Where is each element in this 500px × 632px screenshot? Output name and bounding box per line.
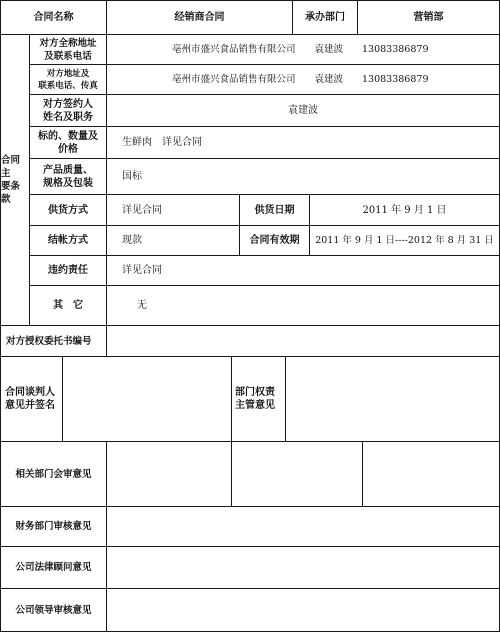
legal-review-field[interactable] xyxy=(107,547,499,588)
label-line: 合同谈判人 xyxy=(5,387,55,398)
related-dept-review-label: 相关部门会审意见 xyxy=(15,468,92,480)
dept-value: 营销部 xyxy=(413,12,444,23)
counterparty-address-fax-value: 亳州市盛兴食品销售有限公司 袁建波 13083386879 xyxy=(172,74,429,85)
main-terms-label-line2: 要条款 xyxy=(1,181,21,205)
settlement-label: 结帐方式 xyxy=(48,235,88,246)
supply-date-value: 2011 年 9 月 1 日 xyxy=(362,204,447,216)
related-dept-review-field[interactable] xyxy=(107,442,231,506)
label-line: 部门权责 xyxy=(235,387,275,398)
supply-method-label: 供货方式 xyxy=(48,204,88,216)
label-line: 标的、数量及 xyxy=(38,130,98,142)
label-line: 联系电话、传真 xyxy=(38,80,98,91)
counterparty-full-address-value: 亳州市盛兴食品销售有限公司 袁建波 13083386879 xyxy=(172,44,429,55)
validity-label: 合同有效期 xyxy=(249,235,300,246)
authorization-number-label: 对方授权委托书编号 xyxy=(6,335,92,347)
supply-date-label: 供货日期 xyxy=(254,204,295,216)
label-line: 意见并签名 xyxy=(5,400,55,411)
other-label: 其 它 xyxy=(53,300,83,311)
label-line: 对方地址及 xyxy=(46,68,90,79)
supply-method-value: 详见合同 xyxy=(122,204,162,216)
rule xyxy=(106,34,107,325)
related-dept-review-field[interactable] xyxy=(232,442,362,506)
finance-review-field[interactable] xyxy=(107,507,499,546)
label-line: 对方签约人 xyxy=(43,98,93,110)
negotiator-opinion-field[interactable] xyxy=(63,357,231,441)
leader-review-label: 公司领导审核意见 xyxy=(15,604,92,616)
related-dept-review-field[interactable] xyxy=(363,442,499,506)
other-value: 无 xyxy=(137,300,147,311)
main-terms-label-line1: 合同主 xyxy=(1,155,21,179)
breach-liability-value: 详见合同 xyxy=(122,265,162,276)
dept-head-opinion-label xyxy=(235,357,285,441)
label-line: 及联系电话 xyxy=(44,50,92,62)
subject-quantity-price-label xyxy=(30,127,106,158)
label-line: 主管意见 xyxy=(235,400,275,411)
settlement-value: 现款 xyxy=(122,235,142,246)
validity-value: 2011 年 9 月 1 日----2012 年 8 月 31 日 xyxy=(315,235,494,246)
dept-head-opinion-field[interactable] xyxy=(286,357,499,441)
label-line: 对方全称地址 xyxy=(39,37,97,49)
authorization-number-field[interactable] xyxy=(107,326,499,356)
subject-quantity-price-value: 生鲜肉 详见合同 xyxy=(122,137,202,148)
contract-name-label: 合同名称 xyxy=(33,12,74,23)
label-line: 规格及包装 xyxy=(43,177,93,189)
quality-spec-packaging-label xyxy=(30,159,106,194)
signatory-value: 袁建波 xyxy=(288,105,318,116)
negotiator-opinion-label xyxy=(5,357,62,441)
quality-spec-packaging-value: 国标 xyxy=(122,171,142,182)
label-line: 姓名及职务 xyxy=(43,111,93,123)
dept-label: 承办部门 xyxy=(305,12,345,23)
finance-review-label: 财务部门审核意见 xyxy=(15,521,92,532)
label-line: 价格 xyxy=(58,143,78,155)
leader-review-field[interactable] xyxy=(107,589,499,631)
legal-review-label: 公司法律顾问意见 xyxy=(15,562,92,573)
label-line: 产品质量、 xyxy=(43,164,93,176)
counterparty-full-address-label xyxy=(30,35,106,64)
signatory-label xyxy=(30,95,106,126)
counterparty-address-fax-label xyxy=(30,65,106,94)
main-terms-group-label xyxy=(1,35,29,325)
breach-liability-label: 违约责任 xyxy=(48,265,88,276)
contract-name-value: 经销商合同 xyxy=(174,12,225,23)
